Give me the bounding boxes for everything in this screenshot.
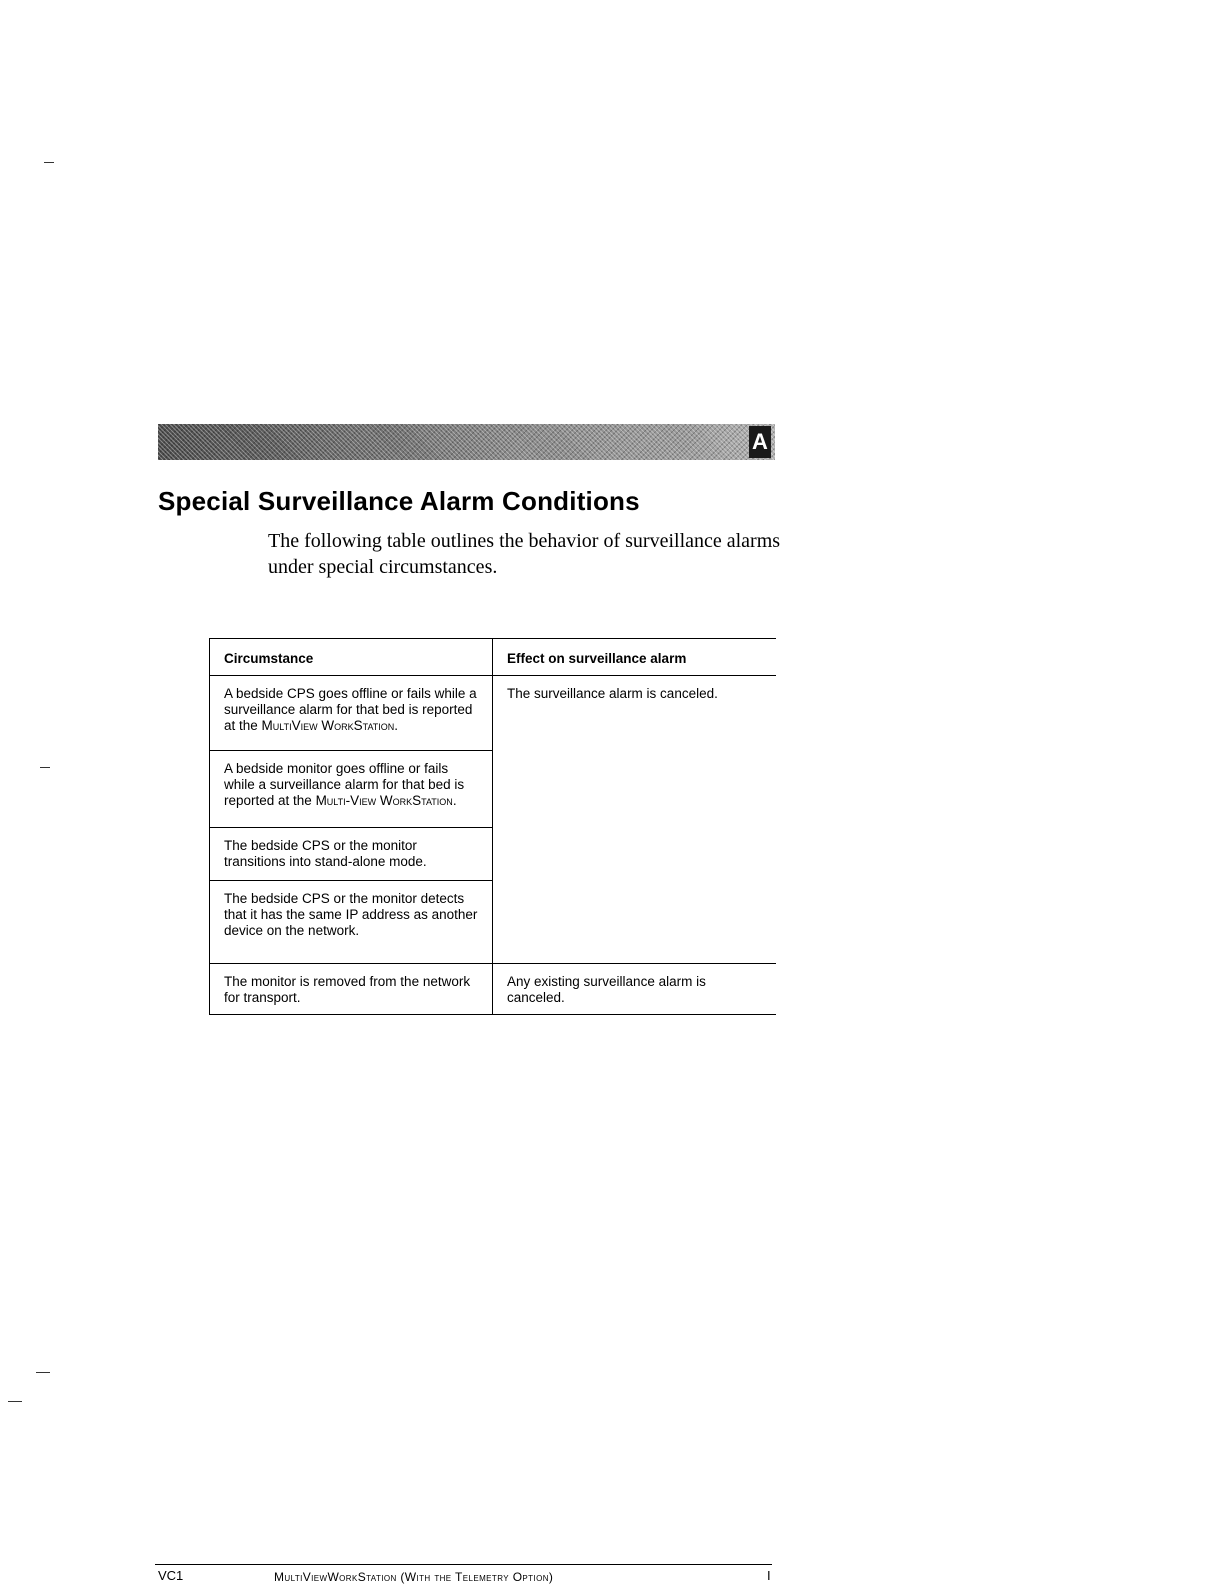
circumstance-cell: A bedside CPS goes offline or fails while a surveillance alarm for that bed is reported at the MultiView WorkStation. [210,676,493,751]
page-title: Special Surveillance Alarm Conditions [158,486,640,516]
footer-product-title: MultiViewWorkStation (With the Telemetry Option) [274,1570,554,1584]
column-header-effect: Effect on surveillance alarm [493,639,776,676]
table-row [210,676,776,751]
effect-cell: Any existing surveillance alarm is canceled. [493,964,776,1015]
table-header-row [210,639,776,676]
column-header-circumstance: Circumstance [210,639,493,676]
footer-doc-code: VC1 [158,1568,184,1583]
margin-mark [8,1401,22,1402]
section-banner [158,424,775,460]
footer-page-number: I [767,1568,771,1583]
circumstance-cell: A bedside monitor goes offline or fails while a surveillance alarm for that bed is reported at the Multi-View WorkStation. [210,751,493,828]
appendix-letter: A [749,426,771,458]
circumstance-cell: The bedside CPS or the monitor detects that it has the same IP address as another device on the network. [210,881,493,964]
table-row [210,964,776,1015]
margin-mark [40,767,50,768]
margin-mark [36,1372,50,1373]
alarm-conditions-table [209,638,775,1015]
circumstance-cell: The monitor is removed from the network for transport. [210,964,493,1015]
circumstance-cell: The bedside CPS or the monitor transitions into stand-alone mode. [210,828,493,881]
margin-mark [44,162,54,163]
effect-cell: The surveillance alarm is canceled. [493,676,776,964]
footer-rule [155,1564,772,1565]
intro-paragraph: The following table outlines the behavior of surveillance alarms under special circumstances. [268,530,781,578]
